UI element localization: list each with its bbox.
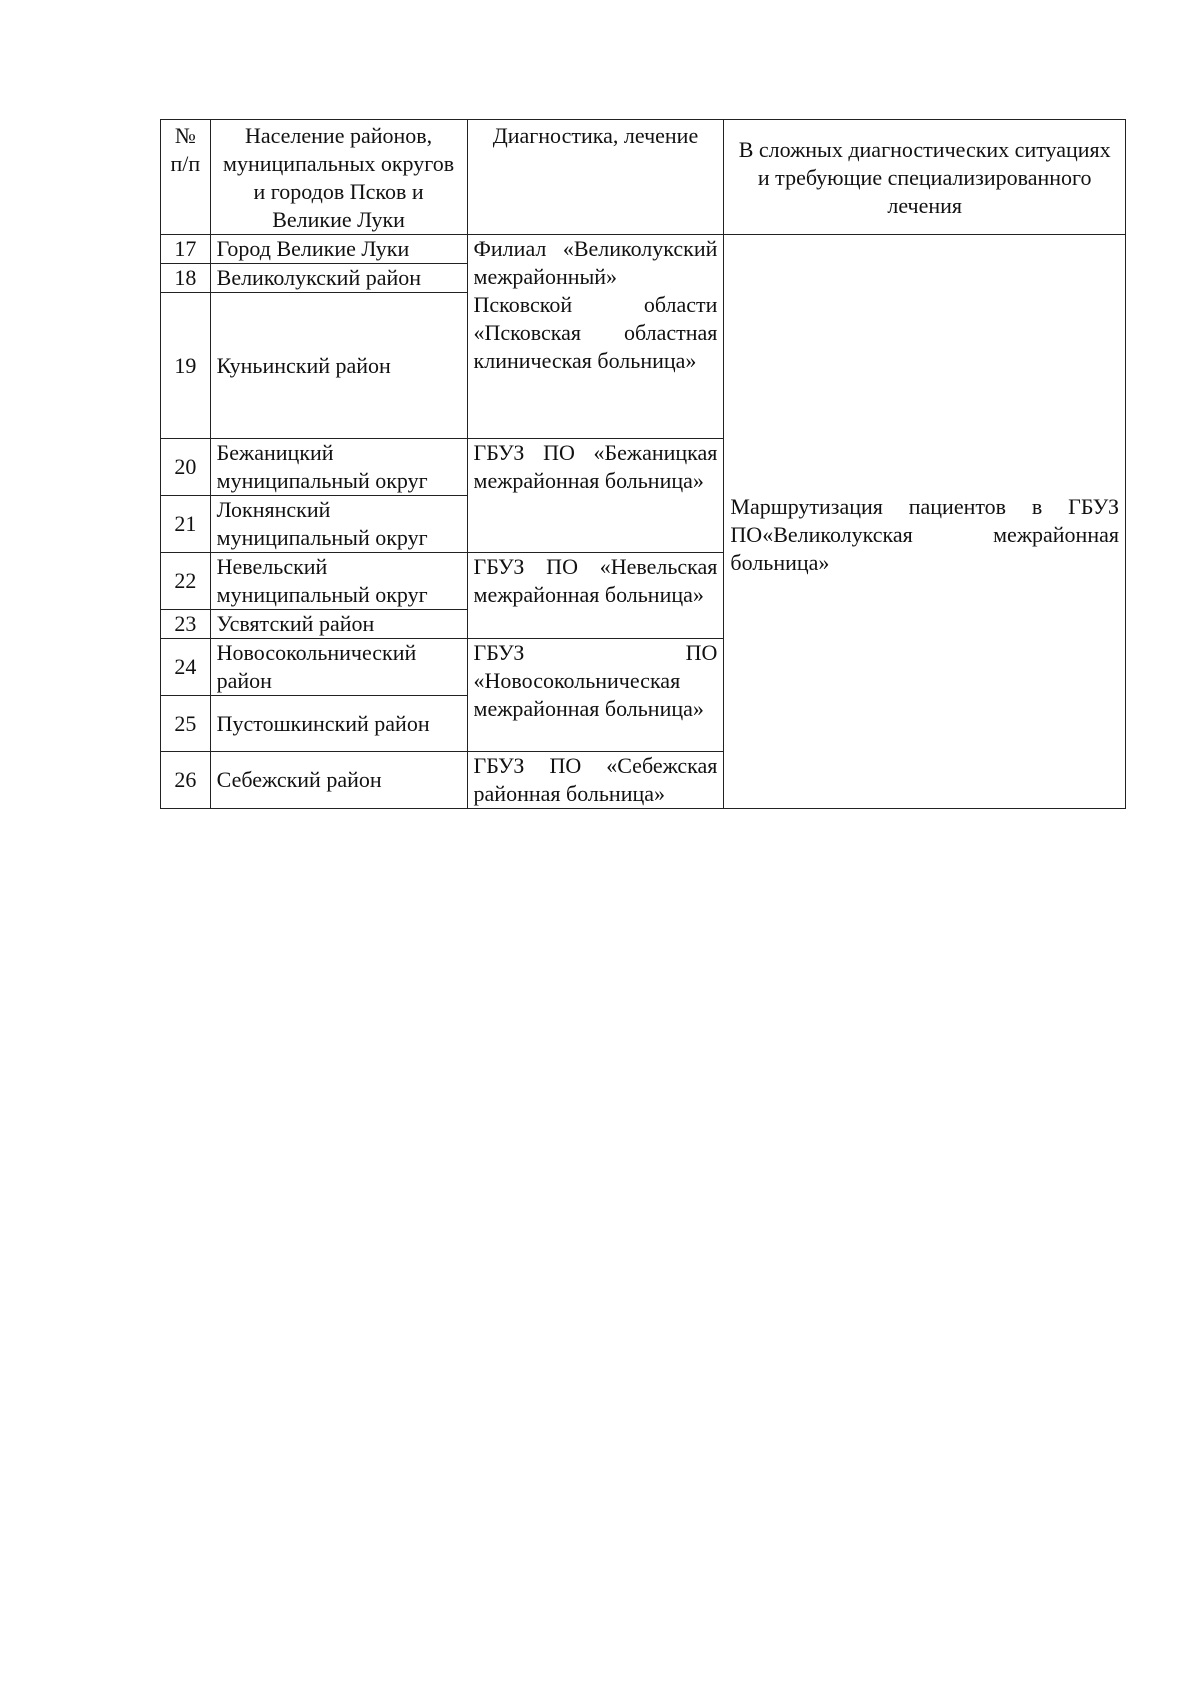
row-number: 24: [161, 639, 211, 696]
population-cell: Усвятский район: [210, 610, 467, 639]
row-number: 23: [161, 610, 211, 639]
row-number: 22: [161, 553, 211, 610]
diagnostics-cell: Филиал «Великолукский межрайонный» Псковской области «Псковская областная клиническая больница»: [467, 235, 724, 439]
row-number: 25: [161, 696, 211, 752]
diagnostics-cell: ГБУЗ ПО «Новосокольническая межрайонная больница»: [467, 639, 724, 752]
diagnostics-cell: ГБУЗ ПО «Себежская районная больница»: [467, 752, 724, 809]
row-number: 26: [161, 752, 211, 809]
header-population: Население районов, муниципальных округов и городов Псков и Великие Луки: [210, 120, 467, 235]
population-cell: Бежаницкий муниципальный округ: [210, 439, 467, 496]
row-number: 19: [161, 293, 211, 439]
row-number: 20: [161, 439, 211, 496]
header-complex: В сложных диагностических ситуациях и требующие специализированного лечения: [724, 120, 1126, 235]
header-num: № п/п: [161, 120, 211, 235]
header-diagnostics: Диагностика, лечение: [467, 120, 724, 235]
population-cell: Пустошкинский район: [210, 696, 467, 752]
routing-table: [160, 119, 1126, 809]
table-row: [161, 235, 1126, 264]
population-cell: Великолукский район: [210, 264, 467, 293]
row-number: 18: [161, 264, 211, 293]
row-number: 17: [161, 235, 211, 264]
row-number: 21: [161, 496, 211, 553]
population-cell: Куньинский район: [210, 293, 467, 439]
population-cell: Себежский район: [210, 752, 467, 809]
population-cell: Локнянский муниципальный округ: [210, 496, 467, 553]
population-cell: Новосокольнический район: [210, 639, 467, 696]
population-cell: Невельский муниципальный округ: [210, 553, 467, 610]
table-header-row: [161, 120, 1126, 235]
diagnostics-cell: ГБУЗ ПО «Невельская межрайонная больница»: [467, 553, 724, 639]
routing-cell: Маршрутизация пациентов в ГБУЗ ПО«Великолукская межрайонная больница»: [724, 235, 1126, 809]
population-cell: Город Великие Луки: [210, 235, 467, 264]
diagnostics-cell: ГБУЗ ПО «Бежаницкая межрайонная больница»: [467, 439, 724, 553]
